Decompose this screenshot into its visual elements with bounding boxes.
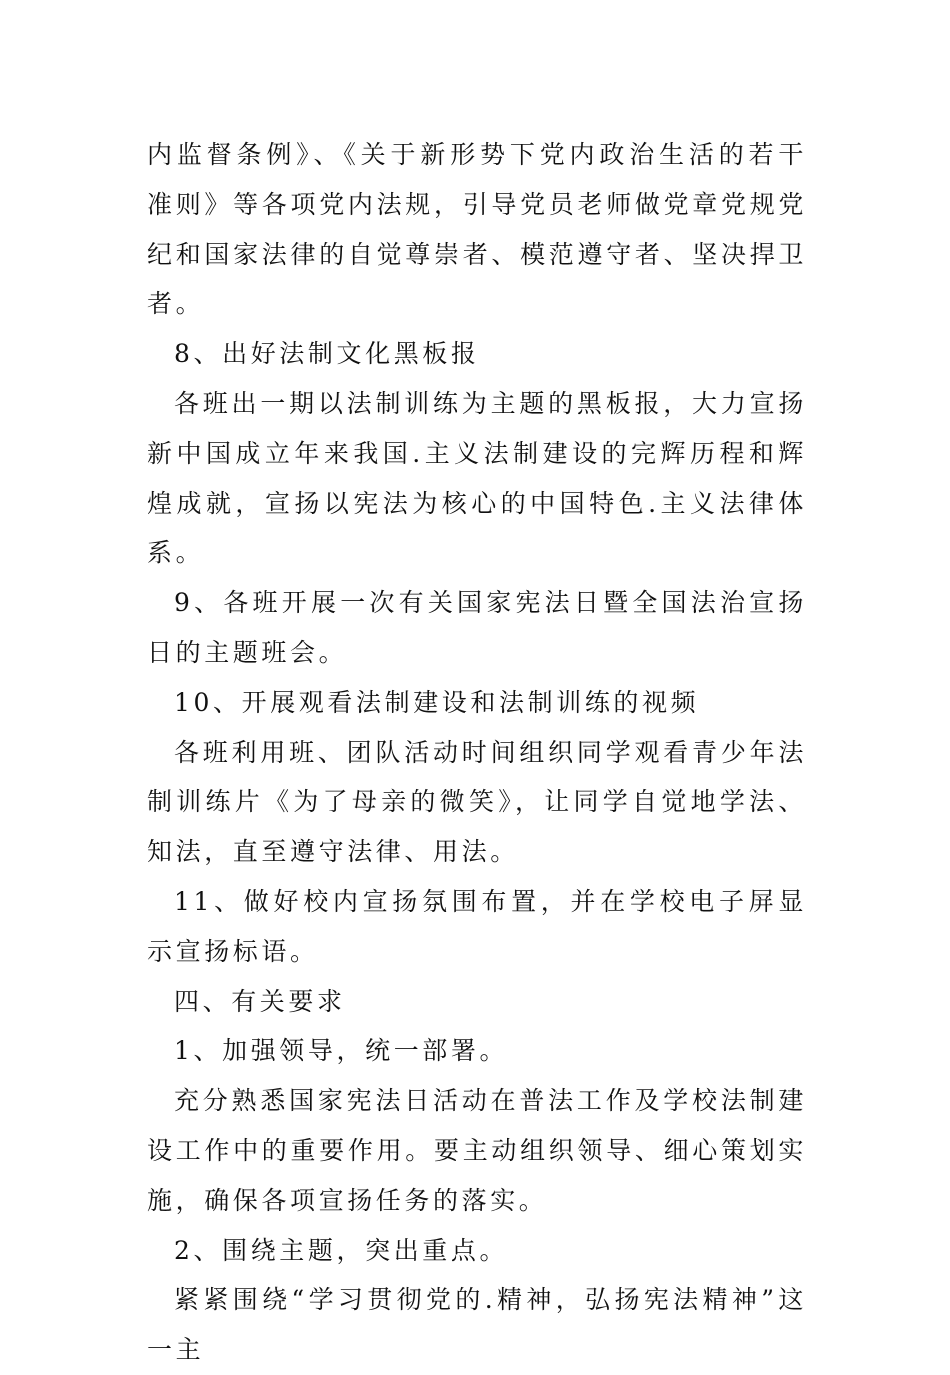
paragraph-leadership: 充分熟悉国家宪法日活动在普法工作及学校法制建设工作中的重要作用。要主动组织领导、细心策划实施，确保各项宣扬任务的落实。 <box>147 1086 807 1215</box>
paragraph-theme: 紧紧围绕“学习贯彻党的.精神，弘扬宪法精神”这一主 <box>147 1285 807 1365</box>
item-heading-8: 8、出好法制文化黑板报 <box>174 339 480 369</box>
paragraph-blackboard: 各班出一期以法制训练为主题的黑板报，大力宣扬新中国成立年来我国.主义法制建设的完辉历程和辉煌成就，宣扬以宪法为核心的中国特色.主义法律体系。 <box>147 388 807 568</box>
item-heading-11: 11、做好校内宣扬氛围布置，并在学校电子屏显示宣扬标语。 <box>147 886 807 966</box>
item-heading-9: 9、各班开展一次有关国家宪法日暨全国法治宣扬日的主题班会。 <box>147 588 807 667</box>
paragraph-video: 各班利用班、团队活动时间组织同学观看青少年法制训练片《为了母亲的微笑》，让同学自觉地学法、知法，直至遵守法律、用法。 <box>147 737 807 867</box>
item-heading-10: 10、开展观看法制建设和法制训练的视频 <box>174 687 700 717</box>
section-heading-requirements: 四、有关要求 <box>174 986 346 1016</box>
paragraph-continuation: 内监督条例》、《关于新形势下党内政治生活的若干准则》等各项党内法规，引导党员老师做党章党规党纪和国家法律的自觉尊崇者、模范遵守者、坚决捍卫者。 <box>147 140 807 319</box>
requirement-heading-2: 2、围绕主题，突出重点。 <box>174 1235 509 1265</box>
document-body <box>147 130 807 1375</box>
requirement-heading-1: 1、加强领导，统一部署。 <box>174 1036 509 1066</box>
